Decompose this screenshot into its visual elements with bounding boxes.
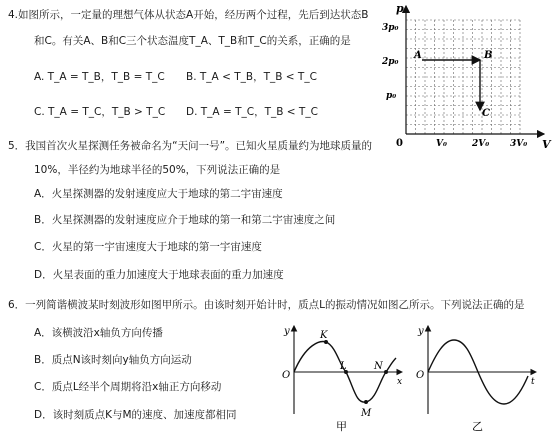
q5-option-c: C．火星的第一宇宙速度大于地球的第一宇宙速度 [34,241,262,253]
q4-ytick-p0: p₀ [386,91,397,101]
q5-stem-line1: 5．我国首次火星探测任务被命名为“天问一号”。已知火星质量约为地球质量的 [8,140,373,152]
q4-stem-line1: 4.如图所示，一定量的理想气体从状态A开始，经历两个过程，先后到达状态B [8,9,369,21]
q6-jia-label-n: N [374,361,383,372]
q6-yi-t-label: t [531,377,535,387]
q4-origin-label: 0 [396,138,403,149]
q6-yi-origin: O [416,370,425,381]
q6-jia-x-label: x [397,377,403,387]
q4-xtick-3v0: 3V₀ [510,139,528,149]
q4-point-c-label: C [482,108,490,119]
q4-xtick-2v0: 2V₀ [472,139,490,149]
q4-point-a-label: A [414,50,422,61]
q6-stem: 6．一列简谐横波某时刻波形如图甲所示。由该时刻开始计时，质点L的振动情况如图乙所示。下列说法正确的是 [8,299,525,311]
q4-option-d: D. T_A = T_C，T_B < T_C [186,106,318,118]
q6-jia-caption: 甲 [336,420,347,433]
q6-option-d: D．该时刻质点K与M的速度、加速度都相同 [34,409,237,421]
q4-point-b-label: B [484,50,493,61]
q4-option-b: B. T_A < T_B，T_B < T_C [186,71,317,83]
q6-jia-y-label: y [284,326,290,337]
q6-figure-jia [280,318,410,436]
q6-jia-point-n [384,370,388,374]
q5-option-b: B．火星探测器的发射速度应介于地球的第一和第二宇宙速度之间 [34,214,336,226]
q5-option-a: A．火星探测器的发射速度应大于地球的第二宇宙速度 [34,188,283,200]
q4-ytick-2p0: 2p₀ [382,57,399,67]
q6-option-a: A．该横波沿x轴负方向传播 [34,327,163,339]
q4-p-label: p [396,2,404,15]
q6-option-c: C．质点L经半个周期将沿x轴正方向移动 [34,381,222,393]
q5-stem-line2: 10%，半径约为地球半径的50%，下列说法正确的是 [34,164,281,176]
q6-jia-label-m: M [361,408,372,419]
q4-xtick-v0: V₀ [436,139,447,149]
q6-jia-label-k: K [320,330,328,341]
q4-grid [406,20,520,134]
q6-option-b: B．质点N该时刻向y轴负方向运动 [34,354,192,366]
q6-yi-caption: 乙 [472,420,483,433]
q6-jia-point-m [364,400,368,404]
q4-stem-line2: 和C。有关A、B和C三个状态温度T_A、T_B和T_C的关系，正确的是 [34,35,351,47]
q6-jia-label-l: L [340,361,347,372]
q4-option-a: A. T_A = T_B，T_B = T_C [34,71,165,83]
q4-pv-graph [380,0,554,152]
q6-jia-origin: O [282,370,291,381]
q5-option-d: D．火星表面的重力加速度大于地球表面的重力加速度 [34,269,284,281]
q6-figure-yi [414,318,544,436]
q6-yi-y-label: y [418,326,424,337]
q4-ytick-3p0: 3p₀ [382,23,399,33]
q4-option-c: C. T_A = T_C，T_B > T_C [34,106,166,118]
q4-v-label: V [542,138,551,151]
